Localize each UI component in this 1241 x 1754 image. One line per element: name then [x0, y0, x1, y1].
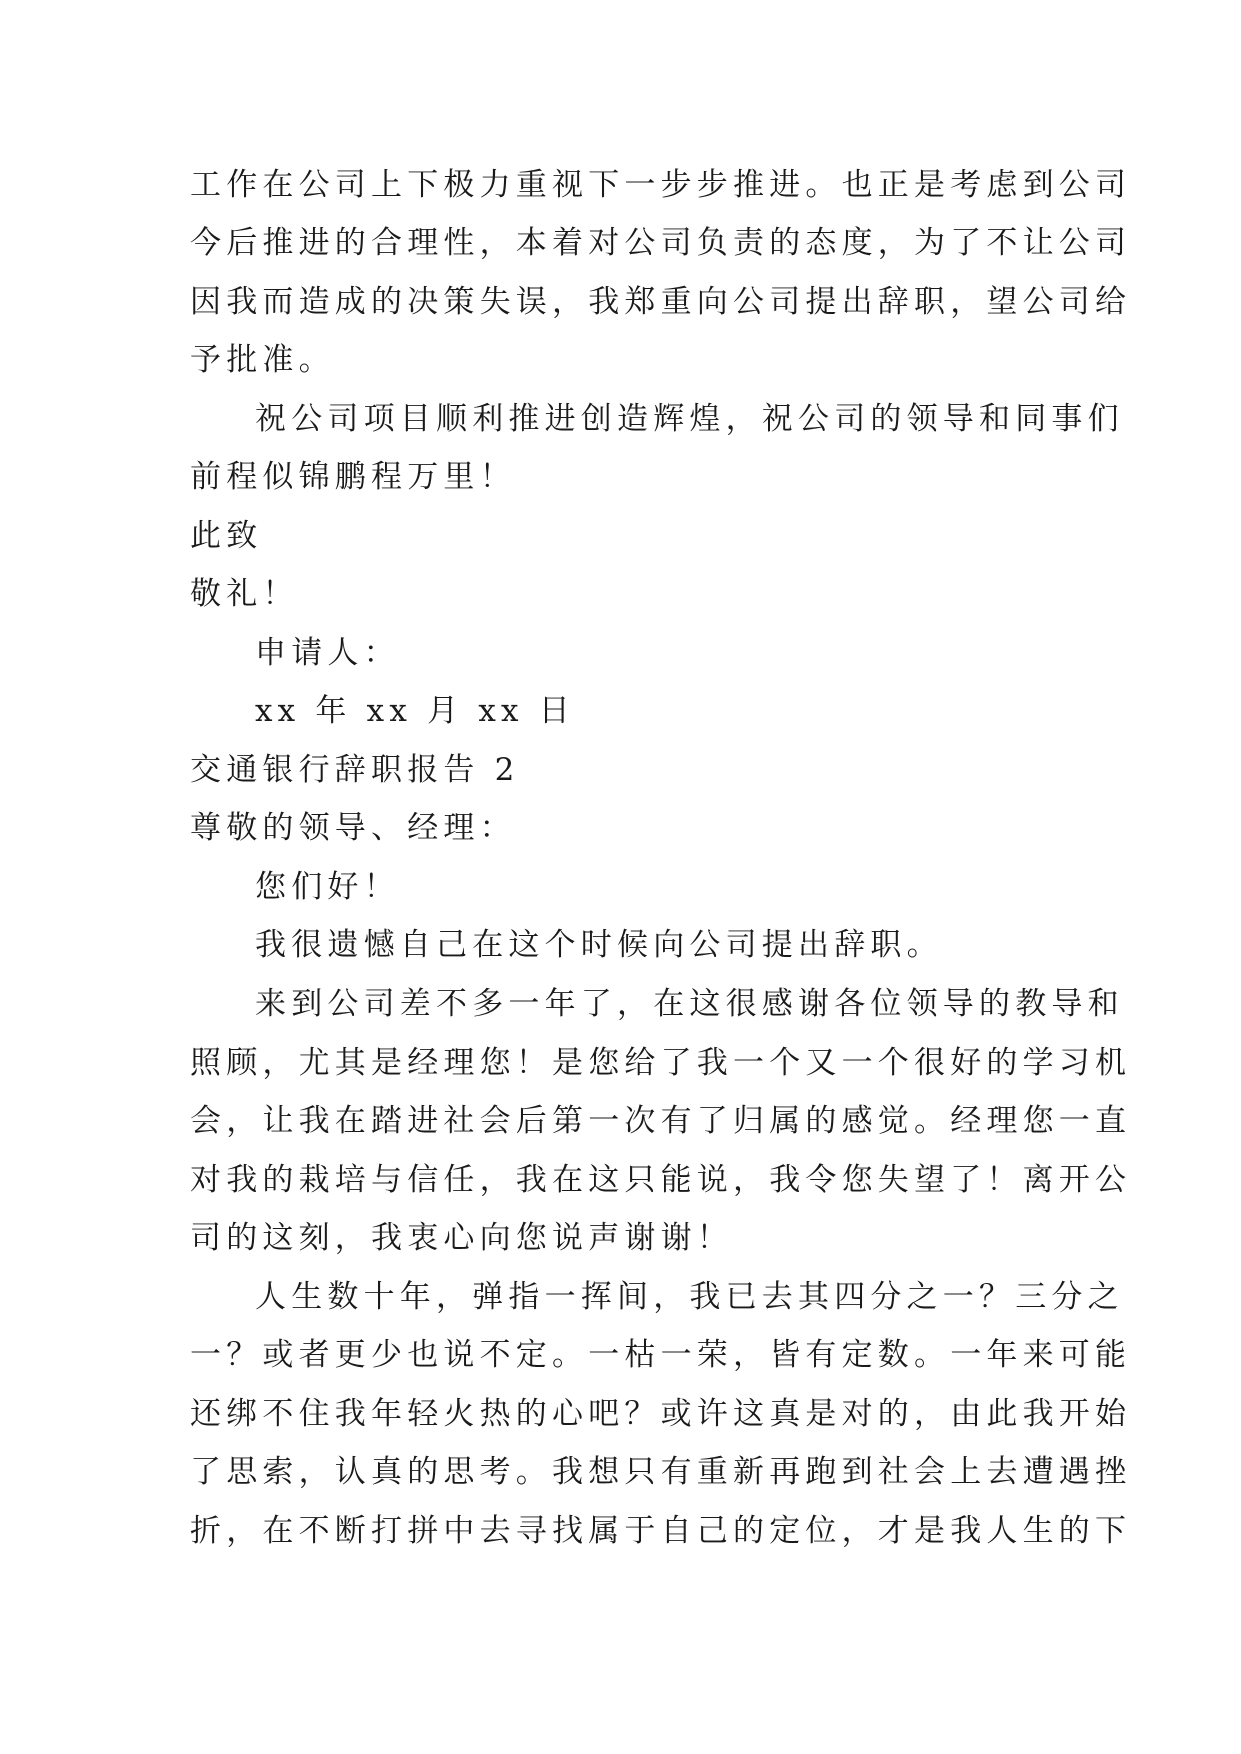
text-line: 我很遗憾自己在这个时候向公司提出辞职。 [255, 927, 943, 963]
closing-regards: 敬礼！ [190, 576, 299, 612]
text-line: 司的这刻，我衷心向您说声谢谢！ [190, 1220, 733, 1256]
section-title: 交通银行辞职报告 2 [190, 752, 520, 788]
text-line: 因我而造成的决策失误，我郑重向公司提出辞职，望公司给 [190, 284, 1132, 320]
text-line: 了思索，认真的思考。我想只有重新再跑到社会上去遭遇挫 [190, 1454, 1132, 1490]
text-line: 今后推进的合理性，本着对公司负责的态度，为了不让公司 [190, 225, 1132, 261]
greeting-recipient: 尊敬的领导、经理： [190, 810, 516, 846]
closing-salutation: 此致 [190, 518, 263, 554]
text-line: 前程似锦鹏程万里！ [190, 459, 516, 495]
text-line: 工作在公司上下极力重视下一步步推进。也正是考虑到公司 [190, 167, 1132, 203]
text-line: 一？或者更少也说不定。一枯一荣，皆有定数。一年来可能 [190, 1337, 1132, 1373]
text-line: 祝公司项目顺利推进创造辉煌，祝公司的领导和同事们 [255, 401, 1124, 437]
text-line: 会，让我在踏进社会后第一次有了归属的感觉。经理您一直 [190, 1103, 1132, 1139]
text-line: 人生数十年，弹指一挥间，我已去其四分之一？三分之 [255, 1279, 1124, 1315]
text-line: 来到公司差不多一年了，在这很感谢各位领导的教导和 [255, 986, 1124, 1022]
date-line: xx 年 xx 月 xx 日 [255, 693, 575, 729]
text-line: 予批准。 [190, 342, 335, 378]
text-line: 对我的栽培与信任，我在这只能说，我令您失望了！离开公 [190, 1162, 1132, 1198]
text-line: 还绑不住我年轻火热的心吧？或许这真是对的，由此我开始 [190, 1396, 1132, 1432]
applicant-label: 申请人： [255, 635, 400, 671]
greeting: 您们好！ [255, 869, 400, 905]
text-line: 折，在不断打拼中去寻找属于自己的定位，才是我人生的下 [190, 1513, 1132, 1549]
text-line: 照顾，尤其是经理您！是您给了我一个又一个很好的学习机 [190, 1045, 1132, 1081]
